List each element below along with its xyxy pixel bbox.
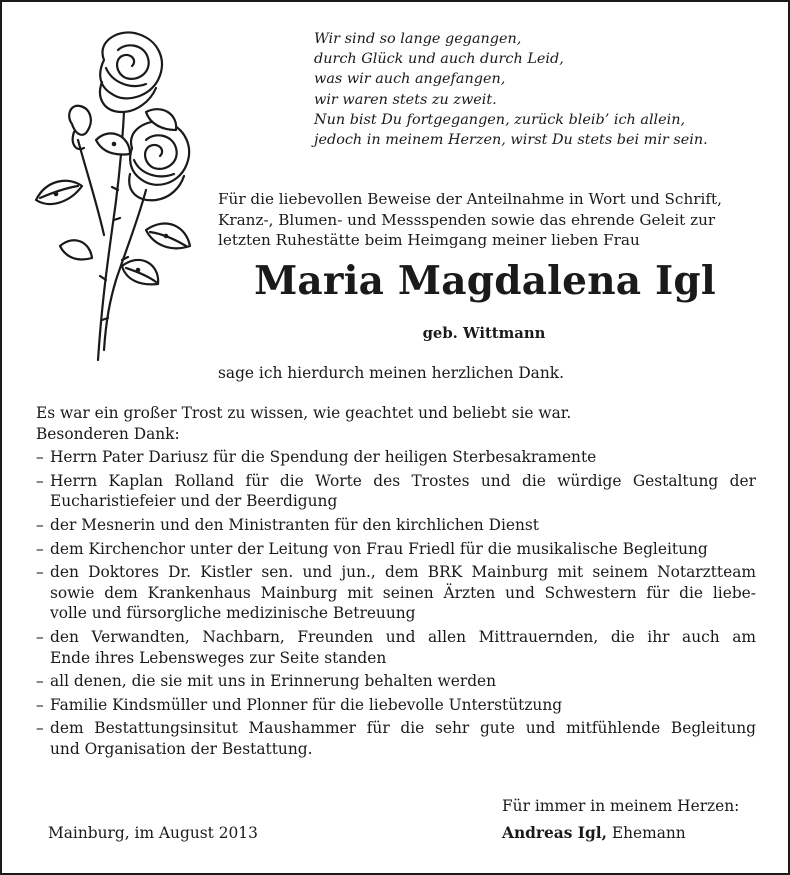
thanks-list-item: [36, 562, 756, 624]
thanks-item-line: volle und fürsorgliche medizinische Betreuung: [50, 604, 416, 623]
thanks-item-line: Familie Kindsmüller und Plonner für die liebevolle Unterstützung: [50, 695, 563, 714]
thanks-item-line: Ende ihres Lebensweges zur Seite standen: [50, 648, 387, 667]
comfort-sentence: Es war ein großer Trost zu wissen, wie geachtet und beliebt sie war.: [36, 404, 572, 422]
intro-line: Kranz-, Blumen- und Messspenden sowie das ehrende Geleit zur: [218, 210, 716, 229]
list-dash: –: [36, 563, 44, 582]
place-date: Mainburg, im August 2013: [48, 824, 258, 842]
thanks-list: [36, 447, 756, 759]
closing-phrase: Für immer in meinem Herzen:: [502, 797, 740, 815]
thanks-item-line: Herrn Pater Dariusz für die Spendung der heiligen Sterbesakramente: [50, 448, 597, 467]
thanks-list-item: [36, 515, 756, 536]
list-dash: –: [36, 627, 44, 646]
thanks-item-line: Eucharistiefeier und der Beerdigung: [50, 492, 338, 511]
poem-line: jedoch in meinem Herzen, wirst Du stets bei mir sein.: [314, 132, 708, 149]
thanks-line: sage ich hierdurch meinen herzlichen Dank.: [218, 364, 564, 382]
poem-line: durch Glück und auch durch Leid,: [314, 51, 564, 68]
thanks-list-item: [36, 671, 756, 692]
thanks-item-line: Herrn Kaplan Rolland für die Worte des Trostes und die würdige Gestaltung der: [50, 471, 756, 490]
signer: [502, 824, 686, 842]
list-dash: –: [36, 515, 44, 534]
thanks-item-line: den Doktores Dr. Kistler sen. und jun., dem BRK Mainburg mit seinem Notarztteam: [50, 563, 756, 582]
list-dash: –: [36, 471, 44, 490]
list-dash: –: [36, 695, 44, 714]
body-text: [36, 403, 756, 760]
thanks-item-line: den Verwandten, Nachbarn, Freunden und allen Mittrauernden, die ihr auch am: [50, 627, 756, 646]
intro-text: [218, 189, 768, 251]
list-dash: –: [36, 539, 44, 558]
poem-line: was wir auch angefangen,: [314, 71, 506, 88]
thanks-item-line: dem Bestattungsinsitut Maushammer für die sehr gute und mitfühlende Begleitung: [50, 719, 756, 738]
poem-line: Nun bist Du fortgegangen, zurück bleib’ ich allein,: [314, 111, 686, 128]
thanks-item-line: der Mesnerin und den Ministranten für den kirchlichen Dienst: [50, 515, 539, 534]
poem: [314, 29, 784, 150]
thanks-list-item: [36, 447, 756, 468]
thanks-item-line: all denen, die sie mit uns in Erinnerung behalten werden: [50, 672, 497, 691]
list-dash: –: [36, 719, 44, 738]
thanks-item-line: dem Kirchenchor unter der Leitung von Frau Friedl für die musikalische Begleitung: [50, 539, 708, 558]
signer-name: Andreas Igl,: [502, 824, 607, 842]
thanks-list-item: [36, 471, 756, 512]
thanks-item-line: sowie dem Krankenhaus Mainburg mit seinen Ärzten und Schwestern für die liebe-: [50, 583, 756, 602]
signer-role: Ehemann: [611, 824, 686, 842]
special-thanks-heading: Besonderen Dank:: [36, 424, 180, 443]
poem-line: wir waren stets zu zweit.: [314, 91, 497, 108]
intro-line: Für die liebevollen Beweise der Anteilnahme in Wort und Schrift,: [218, 190, 722, 208]
thanks-list-item: [36, 539, 756, 560]
intro-line: letzten Ruhestätte beim Heimgang meiner lieben Frau: [218, 231, 640, 250]
birth-name: geb. Wittmann: [422, 325, 546, 342]
deceased-name: Maria Magdalena Igl: [254, 258, 716, 304]
thanks-list-item: [36, 627, 756, 668]
list-dash: –: [36, 448, 44, 467]
thanks-item-line: und Organisation der Bestattung.: [50, 739, 313, 758]
thanks-list-item: [36, 695, 756, 716]
poem-line: Wir sind so lange gegangen,: [314, 31, 522, 47]
list-dash: –: [36, 672, 44, 691]
thanks-list-item: [36, 718, 756, 759]
